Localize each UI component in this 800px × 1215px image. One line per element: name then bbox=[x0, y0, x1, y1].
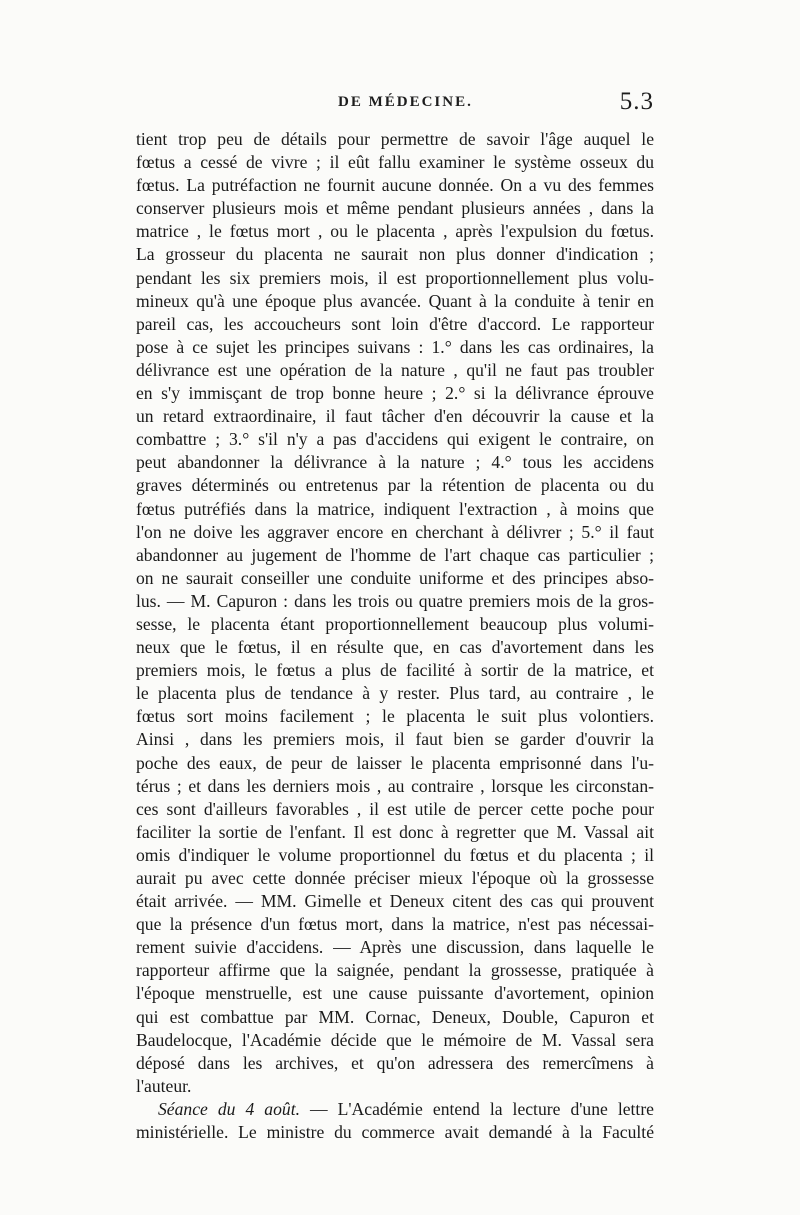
text-line: omis d'indiquer le volume proportionnel du fœtus et du placenta ; il bbox=[136, 844, 654, 865]
text-line: ces sont d'ailleurs favorables , il est utile de percer cette poche pour bbox=[136, 798, 654, 819]
text-line: premiers mois, le fœtus a plus de facilité à sortir de la matrice, et bbox=[136, 660, 654, 681]
text-line: Baudelocque, l'Académie décide que le mémoire de M. Vassal sera bbox=[136, 1029, 654, 1050]
text-line: faciliter la sortie de l'enfant. Il est donc à regretter que M. Vassal ait bbox=[136, 821, 654, 842]
session-line bbox=[136, 1098, 654, 1121]
text-line: on ne saurait conseiller une conduite uniforme et des principes abso- bbox=[136, 567, 654, 588]
text-line: sesse, le placenta étant proportionnellement beaucoup plus volumi- bbox=[136, 613, 654, 634]
text-line: était arrivée. — MM. Gimelle et Deneux citent des cas qui prouvent bbox=[136, 891, 654, 912]
text-line: Ainsi , dans les premiers mois, il faut bien se garder d'ouvrir la bbox=[136, 729, 654, 750]
text-line: mineux qu'à une époque plus avancée. Quant à la conduite à tenir en bbox=[136, 290, 654, 311]
text-line: pendant les six premiers mois, il est proportionnellement plus volu- bbox=[136, 267, 654, 288]
text-line: qui est combattue par MM. Cornac, Deneux, Double, Capuron et bbox=[136, 1006, 654, 1027]
body-text bbox=[136, 128, 654, 1144]
text-line: fœtus. La putréfaction ne fournit aucune donnée. On a vu des femmes bbox=[136, 175, 654, 196]
text-line: pareil cas, les accoucheurs sont loin d'être d'accord. Le rapporteur bbox=[136, 313, 654, 334]
text-line: ministérielle. Le ministre du commerce avait demandé à la Faculté bbox=[136, 1122, 654, 1143]
text-line: le placenta plus de tendance à y rester. Plus tard, au contraire , le bbox=[136, 683, 654, 704]
text-line: graves déterminés ou entretenus par la rétention de placenta ou du bbox=[136, 475, 654, 496]
session-date: Séance du 4 août. bbox=[158, 1098, 300, 1119]
text-line: tient trop peu de détails pour permettre de savoir l'âge auquel le bbox=[136, 129, 654, 149]
text-line: neux que le fœtus, il en résulte que, en cas d'avortement dans les bbox=[136, 637, 654, 658]
text-line: rapporteur affirme que la saignée, pendant la grossesse, pratiquée à bbox=[136, 960, 654, 981]
text-line: fœtus a cessé de vivre ; il eût fallu examiner le système osseux du bbox=[136, 152, 654, 173]
text-line: matrice , le fœtus mort , ou le placenta , après l'expulsion du fœtus. bbox=[136, 221, 654, 242]
running-title: DE MÉDECINE. bbox=[338, 94, 473, 110]
text-line: rement suivie d'accidens. — Après une discussion, dans laquelle le bbox=[136, 937, 654, 958]
page-header bbox=[136, 88, 654, 126]
text-line: en s'y immisçant de trop bonne heure ; 2.° si la délivrance éprouve bbox=[136, 383, 654, 404]
text-line: fœtus sort moins facilement ; le placenta le suit plus volontiers. bbox=[136, 706, 654, 727]
text-line: peut abandonner la délivrance à la nature ; 4.° tous les accidens bbox=[136, 452, 654, 473]
text-line: térus ; et dans les derniers mois , au contraire , lorsque les circonstan- bbox=[136, 775, 654, 796]
text-line: l'époque menstruelle, est une cause puissante d'avortement, opinion bbox=[136, 983, 654, 1004]
text-line: fœtus putréfiés dans la matrice, indiquent l'extraction , à moins que bbox=[136, 498, 654, 519]
text-line: l'auteur. bbox=[136, 1075, 192, 1096]
text-line: La grosseur du placenta ne saurait non plus donner d'indication ; bbox=[136, 244, 654, 265]
text-line: pose à ce sujet les principes suivans : 1.° dans les cas ordinaires, la bbox=[136, 336, 654, 357]
text-line: conserver plusieurs mois et même pendant plusieurs années , dans la bbox=[136, 198, 654, 219]
text-line: combattre ; 3.° s'il n'y a pas d'accidens qui exigent le contraire, on bbox=[136, 429, 654, 450]
text-line: l'on ne doive les aggraver encore en cherchant à délivrer ; 5.° il faut bbox=[136, 521, 654, 542]
text-line: déposé dans les archives, et qu'on adressera des remercîmens à bbox=[136, 1052, 654, 1073]
text-line: aurait pu avec cette donnée préciser mieux l'époque où la grossesse bbox=[136, 868, 654, 888]
text-line: un retard extraordinaire, il faut tâcher d'en découvrir la cause et la bbox=[136, 406, 654, 427]
text-line: poche des eaux, de peur de laisser le placenta emprisonné dans l'u- bbox=[136, 752, 654, 773]
text-line: délivrance est une opération de la nature , qu'il ne faut pas troubler bbox=[136, 359, 654, 380]
text-line: que la présence d'un fœtus mort, dans la matrice, n'est pas nécessai- bbox=[136, 914, 654, 935]
page-number: 5.3 bbox=[619, 88, 654, 115]
session-text: — L'Académie entend la lecture d'une lettre bbox=[299, 1098, 654, 1119]
text-line: lus. — M. Capuron : dans les trois ou quatre premiers mois de la gros- bbox=[136, 590, 654, 611]
text-line: abandonner au jugement de l'homme de l'art chaque cas particulier ; bbox=[136, 544, 654, 565]
